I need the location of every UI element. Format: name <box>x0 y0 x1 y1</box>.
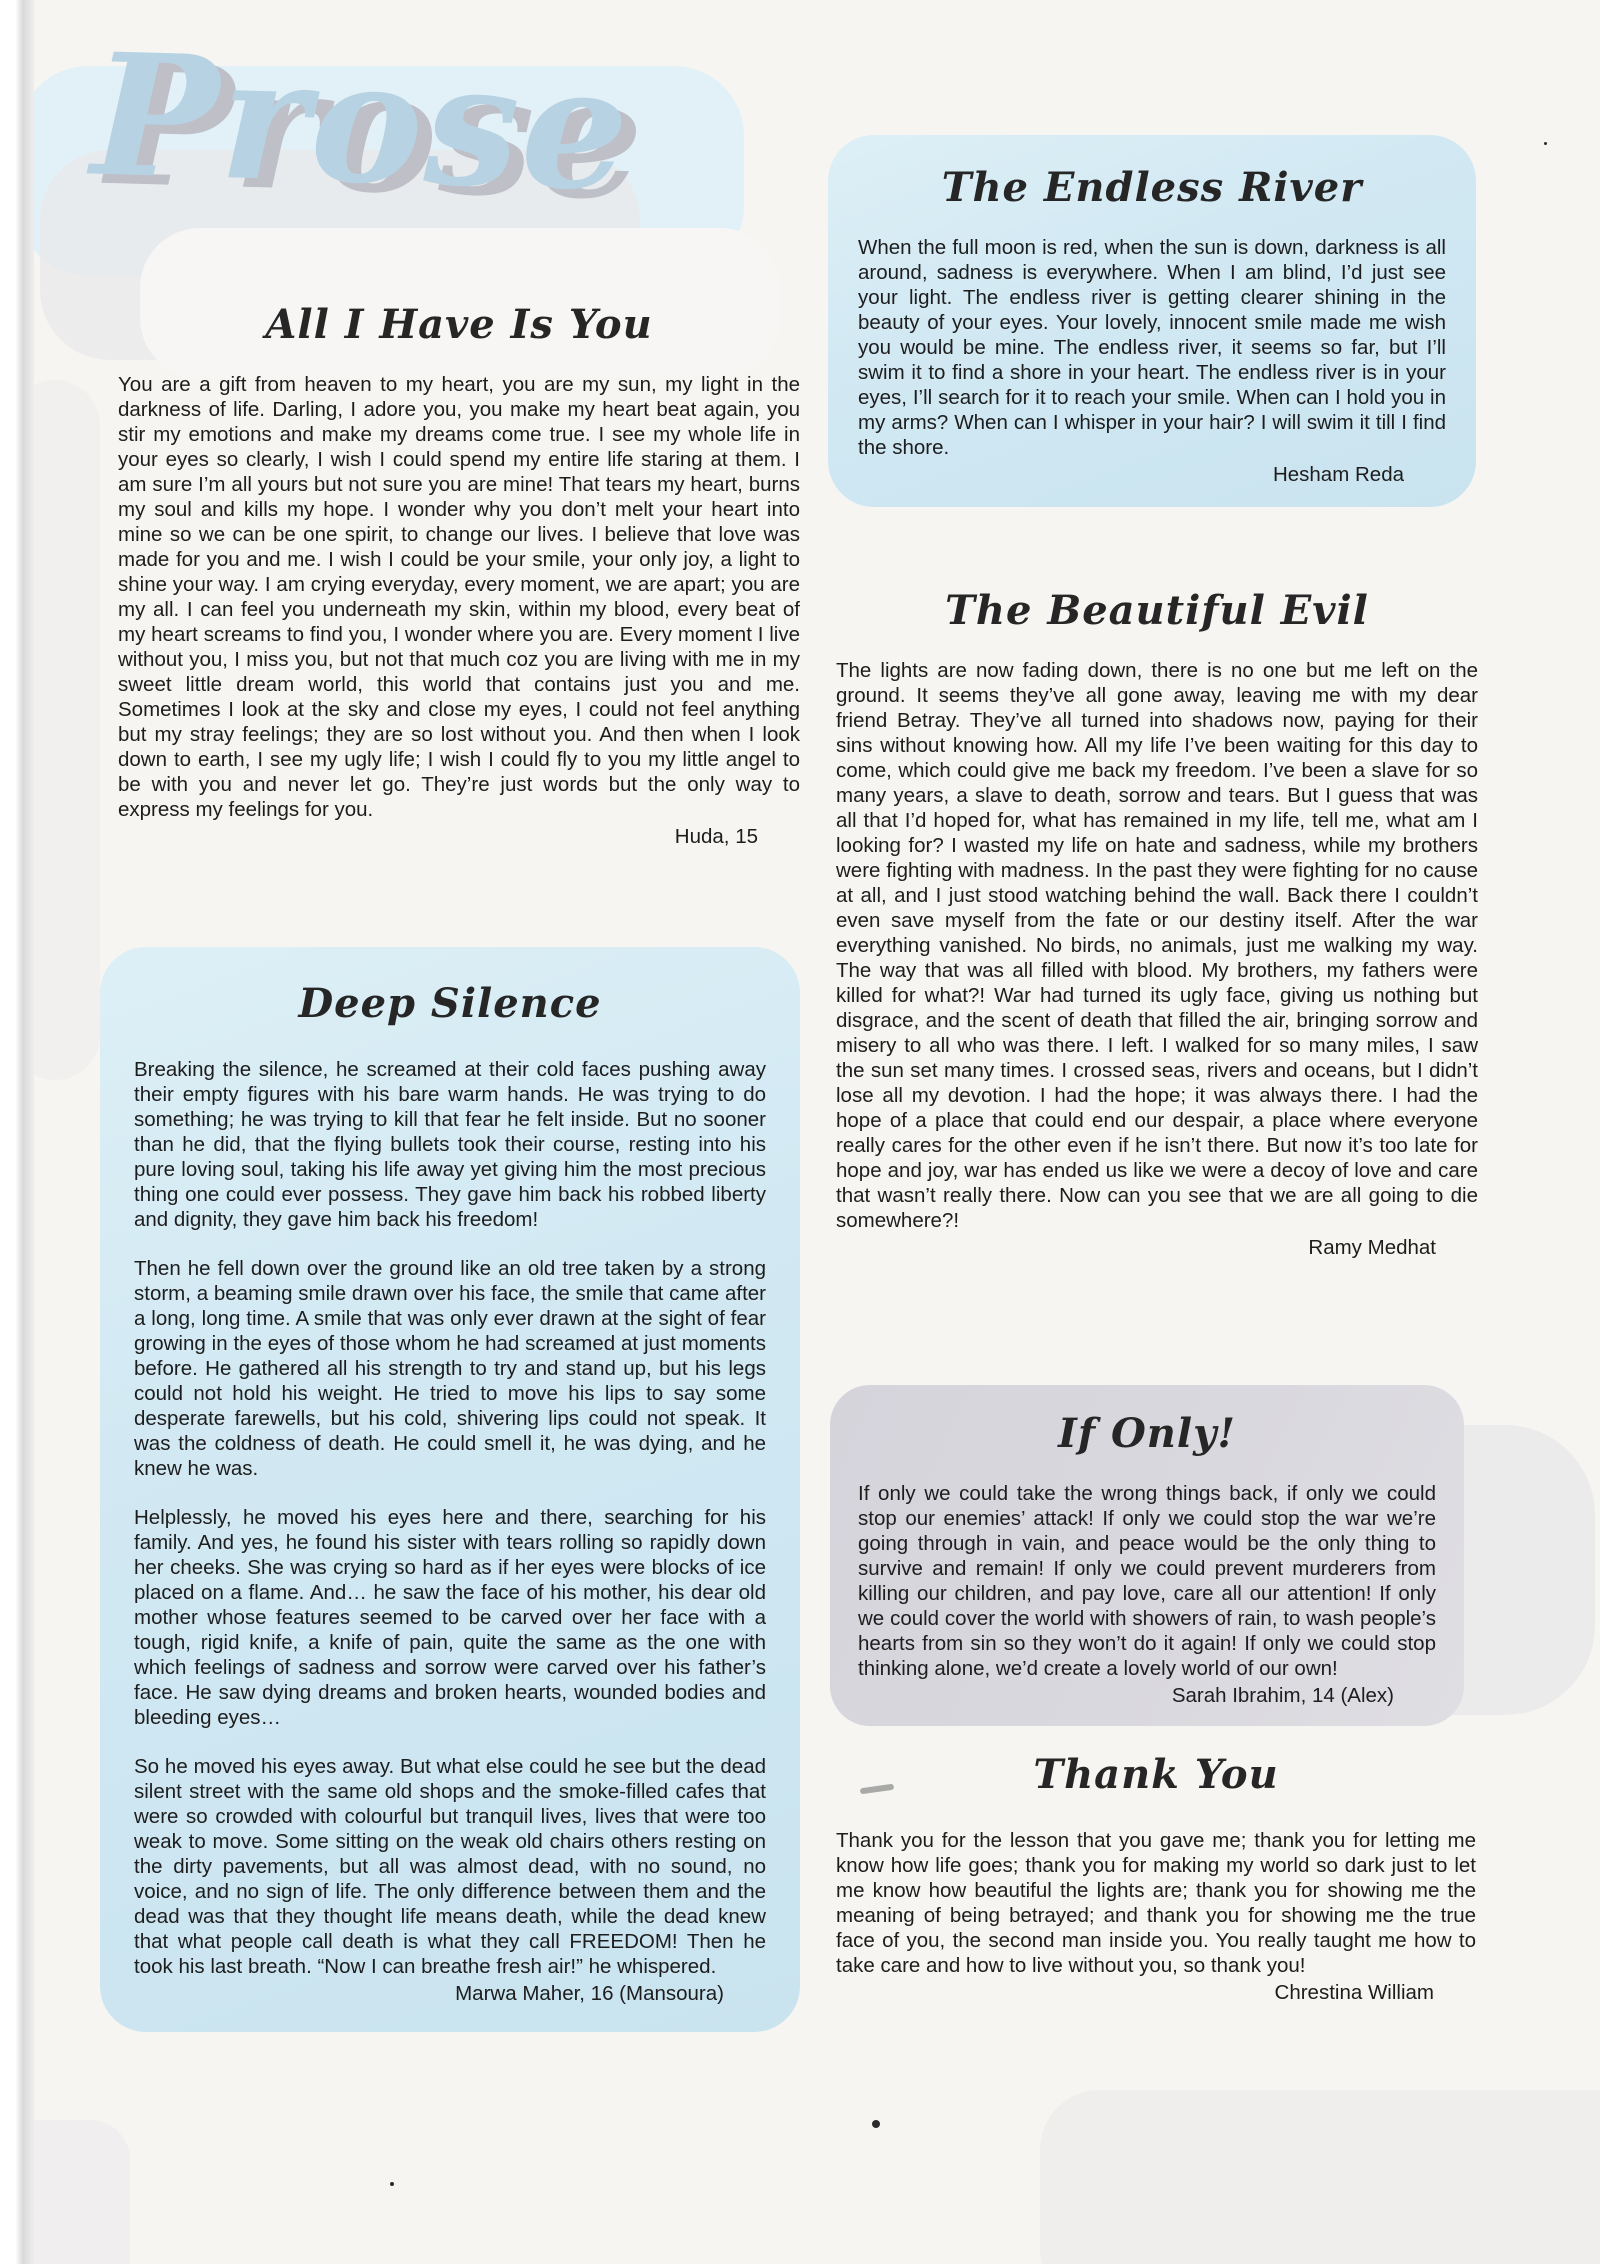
article-thank-you <box>836 1752 1476 2005</box>
scan-speck <box>390 2182 394 2186</box>
article-paragraph: Breaking the silence, he screamed at their cold faces pushing away their empty figures with his bare warm hands. He was trying to do something; he was trying to kill that fear he felt inside. But no sooner than he did, that the flying bullets took their course, resting into his pure loving soul, taking his life away yet giving him the most precious thing one could ever possess. They gave him back his robbed liberty and dignity, they gave him back his freedom! <box>134 1058 766 1231</box>
article-signature: Ramy Medhat <box>1308 1236 1436 1259</box>
article-title: The Endless River <box>941 164 1363 211</box>
article-all-i-have-is-you <box>118 302 800 849</box>
article-body <box>134 1057 766 1979</box>
scan-speck <box>872 2120 880 2128</box>
article-if-only <box>830 1385 1464 1726</box>
article-title: Thank You <box>1033 1751 1279 1798</box>
article-body <box>836 1828 1476 1978</box>
article-paragraph: When the full moon is red, when the sun is down, darkness is all around, sadness is everywhere. When I am blind, I’d just see your light. The endless river is getting clearer shining in the beauty of your eyes. Your lovely, innocent smile made me wish you would be mine. The endless river, it seems so far, but I’ll swim it to find a shore in your heart. The endless river is in your eyes, I’ll search for it to reach your smile. When can I hold you in my arms? When can I whisper in your hair? I will swim it till I find the shore. <box>858 236 1446 459</box>
article-signature: Hesham Reda <box>1272 463 1404 486</box>
article-signature: Huda, 15 <box>674 825 758 848</box>
article-signature: Marwa Maher, 16 (Mansoura) <box>455 1982 724 2005</box>
article-body <box>858 1481 1436 1681</box>
scan-speck <box>1544 142 1547 145</box>
article-body <box>118 372 800 822</box>
article-signature: Sarah Ibrahim, 14 (Alex) <box>1171 1684 1394 1707</box>
article-paragraph: If only we could take the wrong things back, if only we could stop our enemies’ attack! If only we could stop the war we’re going through in vain, and peace would be the only thing to survive and remain! If only we could prevent murderers from killing our children, and pay love, care all our attention! If only we could cover the world with showers of rain, to wash people’s hearts from sin so they won’t do it again! If only we could stop thinking alone, we’d create a lovely world of our own! <box>858 1482 1436 1680</box>
scan-edge-shadow <box>0 0 34 2264</box>
article-title: All I Have Is You <box>265 301 653 348</box>
background-gray-bottom-right <box>1040 2090 1600 2264</box>
article-the-endless-river <box>828 135 1476 507</box>
article-paragraph: The lights are now fading down, there is no one but me left on the ground. It seems they’ve all gone away, leaving me with my dear friend Betray. They’ve all turned into shadows now, paying for their sins without knowing how. All my life I’ve been waiting for this day to come, which could give me back my freedom. I’ve been a slave for so many years, a slave to death, sorrow and tears. But I guess that was all that I’d hoped for, what has remained in my life, tell me, what am I looking for? I wasted my life on hate and sadness, while my brothers were fighting with madness. In the past they were fighting for no cause at all, and I just stood watching behind the wall. Back there I couldn’t even save myself from the fate or our destiny itself. After the war everything vanished. No birds, no animals, just me walking my way. The way that was all filled with blood. My brothers, my fathers were killed for what?! War had turned its ugly face, giving us nothing but disgrace, and the scent of death that filled the air, bringing sorrow and misery to all who was there. I left. I walked for so many miles, I saw the sun set many times. I crossed seas, rivers and oceans, but I didn’t lose all my devotion. I had the hope; it was always there. I had the hope of a place that could end our despair, a place where everyone really cares for the other even if he isn’t there. But now it’s too late for hope and joy, war has ended us like we were a decoy of love and care that wasn’t really there. Now can you see that we are all going to die somewhere?! <box>836 659 1478 1232</box>
article-body <box>836 658 1478 1233</box>
article-paragraph: So he moved his eyes away. But what else could he see but the dead silent street with the same old shops and the smoke-filled cafes that were so crowded with colourful but tranquil lives, lives that were too weak to move. Some sitting on the weak old chairs others resting on the dirty pavements, but all was almost dead, with no sound, no voice, and no sign of life. The only difference between them and the dead was that they thought life means death, while the dead knew that what people call death is what they call FREEDOM! Then he took his last breath. “Now I can breathe fresh air!” he whispered. <box>134 1755 766 1978</box>
article-paragraph: You are a gift from heaven to my heart, you are my sun, my light in the darkness of life. Darling, I adore you, you make my heart beat again, you stir my emotions and make my dreams come true. I see my whole life in your eyes so clearly, I wish I could spend my entire life staring at them. I am sure I’m all yours but not sure you are mine! That tears my heart, burns my soul and kills my hope. I wonder why you don’t melt your heart into mine so we can be one spirit, to change our lives. I believe that love was made for you and me. I wish I could be your smile, your only joy, a light to shine your way. I am crying everyday, every moment, we are apart; you are my all. I can feel you underneath my skin, within my blood, every beat of my heart screams to find you, I wonder where you are. Every moment I live without you, I miss you, but not that much coz you are living with me in my sweet little dream world, this world that contains just you and me. Sometimes I look at the sky and close my eyes, I could not feel anything but my stray feelings; they are so lost without you. And then when I look down to earth, I see my ugly life; I wish I could fly to you my little angel to be with you and never let go. They’re just words but the only way to express my feelings for you. <box>118 373 800 821</box>
page-title: Prose <box>89 15 634 229</box>
article-signature: Chrestina William <box>1274 1981 1434 2004</box>
article-paragraph: Thank you for the lesson that you gave me; thank you for letting me know how life goes; thank you for making my world so dark just to let me know how beautiful the lights are; thank you for showing me the meaning of being betrayed; and thank you for showing me the true face of you, the second man inside you. You really taught me how to take care and how to live without you, so thank you! <box>836 1829 1476 1977</box>
article-title: Deep Silence <box>298 980 602 1027</box>
article-body <box>858 235 1446 460</box>
article-deep-silence <box>100 947 800 2032</box>
article-the-beautiful-evil <box>836 588 1478 1260</box>
article-title: If Only! <box>1058 1410 1236 1457</box>
article-title: The Beautiful Evil <box>945 587 1369 634</box>
article-paragraph: Then he fell down over the ground like an old tree taken by a strong storm, a beaming smile drawn over his face, the smile that came after a long, long time. A smile that was only ever drawn at the sight of fear growing in the eyes of those whom he had screamed at just moments before. He gathered all his strength to try and stand up, but his legs could not hold his weight. He tried to move his lips to say some desperate farewells, but his cold, shivering lips could not speak. It was the coldness of death. He could smell it, he was dying, and he knew he was. <box>134 1257 766 1480</box>
article-paragraph: Helplessly, he moved his eyes here and there, searching for his family. And yes, he found his sister with tears rolling so rapidly down her cheeks. She was crying so hard as if her eyes were blocks of ice placed on a flame. And… he saw the face of his mother, his dear old mother whose features seemed to be carved over her face with a tough, rigid knife, a knife of pain, quite the same as the one with which feelings of sadness and sorrow were carved over his father’s face. He saw dying dreams and broken hearts, wounded bodies and bleeding eyes… <box>134 1506 766 1729</box>
